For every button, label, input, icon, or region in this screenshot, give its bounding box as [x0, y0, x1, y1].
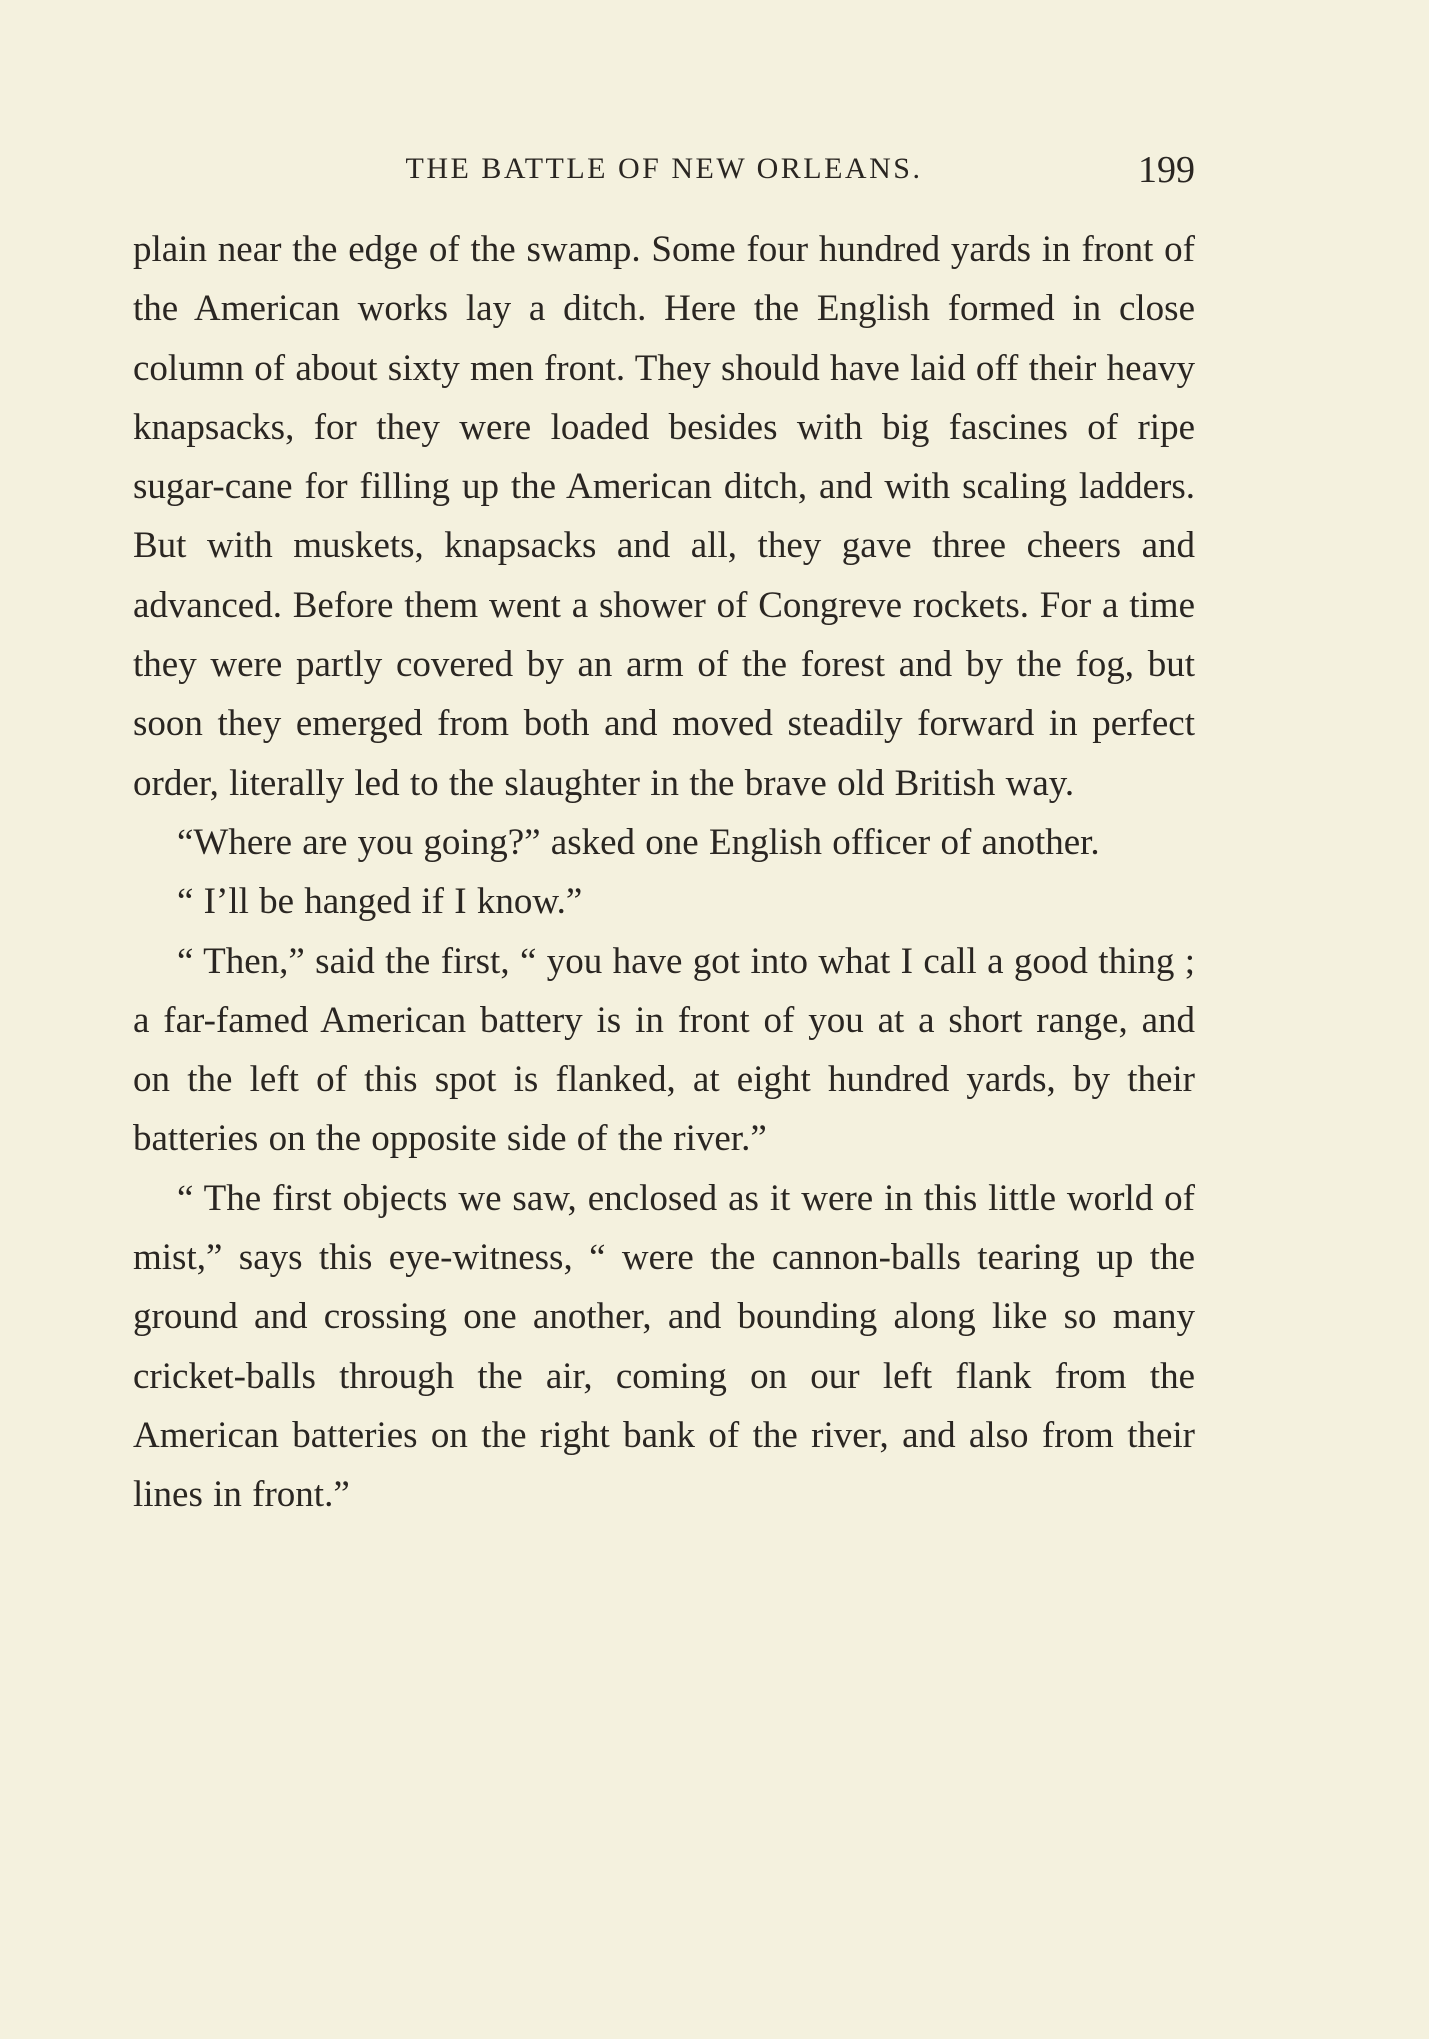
running-head	[133, 148, 1195, 192]
running-title: THE BATTLE OF NEW ORLEANS.	[405, 152, 923, 185]
page-number: 199	[1138, 149, 1195, 191]
paragraph-1: plain near the edge of the swamp. Some four hundred yards in front of the American works lay a ditch. Here the English formed in close column of about sixty men front. They should have laid off their heavy knapsacks, for they were loaded besides with big fascines of ripe sugar-cane for filling up the American ditch, and with scaling ladders. But with muskets, knapsacks and all, they gave three cheers and advanced. Before them went a shower of Congreve rockets. For a time they were partly covered by an arm of the forest and by the fog, but soon they emerged from both and moved steadily forward in perfect order, literally led to the slaughter in the brave old British way.	[133, 229, 1195, 804]
paragraph-4: “ Then,” said the first, “ you have got into what I call a good thing ; a far-famed American battery is in front of you at a short range, and on the left of this spot is flanked, at eight hundred yards, by their batteries on the opposite side of the river.”	[133, 940, 1195, 1160]
paragraph-2: “Where are you going?” asked one English officer of another.	[177, 821, 1100, 863]
paragraph-3: “ I’ll be hanged if I know.”	[177, 881, 583, 923]
paragraph-5: “ The first objects we saw, enclosed as it were in this little world of mist,” says this eye-witness, “ were the cannon-balls tearing up the ground and crossing one another, and bounding along like so many cricket-balls through the air, coming on our left flank from the American batteries on the right bank of the river, and also from their lines in front.”	[133, 1177, 1195, 1516]
body-text	[133, 220, 1195, 1525]
